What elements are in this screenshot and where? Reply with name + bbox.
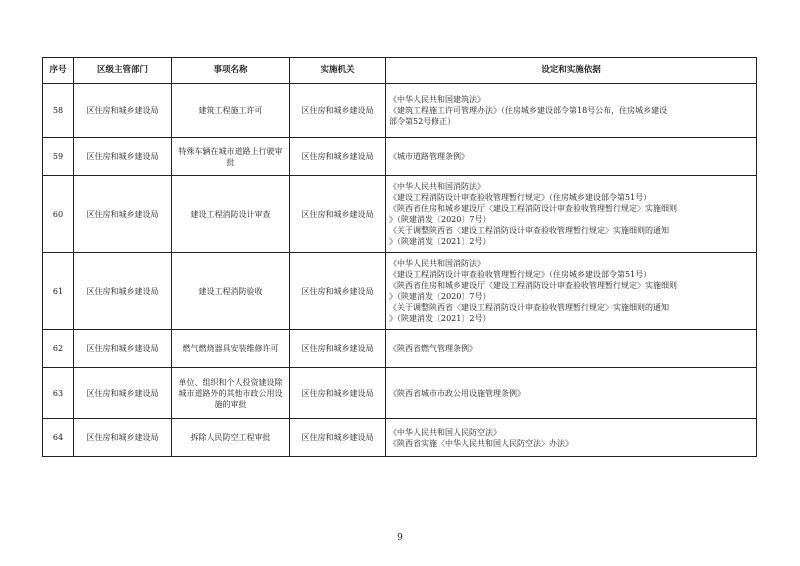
table-row <box>43 176 757 253</box>
row-department: 区住房和城乡建设局 <box>74 368 172 419</box>
row-department: 区住房和城乡建设局 <box>74 176 172 253</box>
table-body <box>43 84 757 457</box>
legal-basis-line: 《陕西省燃气管理条例》 <box>389 344 477 353</box>
row-item-name: 特殊车辆在城市道路上行驶审批 <box>172 138 290 176</box>
row-serial-number: 62 <box>43 330 74 368</box>
row-serial-number: 61 <box>43 253 74 330</box>
legal-basis-line: 《中华人民共和国消防法》 <box>389 182 485 191</box>
table-row <box>43 253 757 330</box>
row-implementing-agency: 区住房和城乡建设局 <box>290 330 386 368</box>
table-row <box>43 368 757 419</box>
row-item-name: 单位、组织和个人投资建设除城市道路外的其他市政公用设施的审批 <box>172 368 290 419</box>
row-serial-number: 58 <box>43 84 74 138</box>
legal-basis-line: 《陕西省住房和城乡建设厅〈建设工程消防设计审查验收管理暂行规定〉实施细则 <box>389 281 677 290</box>
legal-basis-line: 》（陕建消发〔2021〕2号） <box>389 237 491 246</box>
legal-basis-line: 《城市道路管理条例》 <box>389 152 469 161</box>
row-serial-number: 63 <box>43 368 74 419</box>
legal-basis-line: 》（陕建消发〔2020〕7号） <box>389 215 491 224</box>
header-implementing-agency: 实施机关 <box>290 58 386 84</box>
legal-basis-line: 《陕西省城市市政公用设施管理条例》 <box>389 388 525 398</box>
legal-basis-line: 《关于调整陕西省〈建设工程消防设计审查验收管理暂行规定〉实施细则的通知 <box>389 303 669 312</box>
row-implementing-agency: 区住房和城乡建设局 <box>290 138 386 176</box>
legal-basis-line: 《陕西省实施〈中华人民共和国人民防空法〉办法》 <box>389 438 573 448</box>
row-legal-basis <box>386 419 757 457</box>
header-department: 区级主管部门 <box>74 58 172 84</box>
legal-basis-line: 部令第52号修正） <box>389 117 456 126</box>
legal-basis-line: 》（陕建消发〔2021〕2号） <box>389 314 491 323</box>
row-item-name: 拆除人民防空工程审批 <box>172 419 290 457</box>
legal-basis-line: 《建设工程消防设计审查验收管理暂行规定》（住房城乡建设部令第51号） <box>389 270 652 279</box>
row-legal-basis <box>386 84 757 138</box>
page-number: 9 <box>397 533 403 543</box>
table-row <box>43 84 757 138</box>
legal-basis-line: 《建设工程消防设计审查验收管理暂行规定》（住房城乡建设部令第51号） <box>389 193 652 202</box>
row-department: 区住房和城乡建设局 <box>74 419 172 457</box>
header-legal-basis: 设定和实施依据 <box>386 58 757 84</box>
table-row <box>43 138 757 176</box>
row-serial-number: 64 <box>43 419 74 457</box>
table-row <box>43 330 757 368</box>
row-legal-basis <box>386 368 757 419</box>
legal-basis-line: 《关于调整陕西省〈建设工程消防设计审查验收管理暂行规定〉实施细则的通知 <box>389 226 669 235</box>
row-department: 区住房和城乡建设局 <box>74 330 172 368</box>
table-row <box>43 419 757 457</box>
row-department: 区住房和城乡建设局 <box>74 253 172 330</box>
row-item-name: 建筑工程施工许可 <box>172 84 290 138</box>
table-header-row <box>43 58 757 84</box>
row-implementing-agency: 区住房和城乡建设局 <box>290 368 386 419</box>
legal-basis-line: 《陕西省住房和城乡建设厅〈建设工程消防设计审查验收管理暂行规定〉实施细则 <box>389 204 677 213</box>
legal-basis-line: 》（陕建消发〔2020〕7号） <box>389 292 491 301</box>
row-serial-number: 59 <box>43 138 74 176</box>
row-legal-basis <box>386 253 757 330</box>
row-item-name: 建设工程消防验收 <box>172 253 290 330</box>
legal-basis-line: 《中华人民共和国消防法》 <box>389 259 485 268</box>
row-implementing-agency: 区住房和城乡建设局 <box>290 419 386 457</box>
row-serial-number: 60 <box>43 176 74 253</box>
legal-basis-line: 《建筑工程施工许可管理办法》（住房城乡建设部令第18号公布，住房城乡建设 <box>389 106 668 115</box>
row-implementing-agency: 区住房和城乡建设局 <box>290 84 386 138</box>
legal-basis-line: 《中华人民共和国建筑法》 <box>389 95 485 104</box>
administrative-items-table <box>42 57 757 457</box>
row-department: 区住房和城乡建设局 <box>74 84 172 138</box>
row-department: 区住房和城乡建设局 <box>74 138 172 176</box>
header-serial-number: 序号 <box>43 58 74 84</box>
row-legal-basis <box>386 176 757 253</box>
row-item-name: 燃气燃烧器具安装维修许可 <box>172 330 290 368</box>
legal-basis-line: 《中华人民共和国人民防空法》 <box>389 427 501 437</box>
row-legal-basis <box>386 138 757 176</box>
header-item-name: 事项名称 <box>172 58 290 84</box>
row-implementing-agency: 区住房和城乡建设局 <box>290 253 386 330</box>
row-item-name: 建设工程消防设计审查 <box>172 176 290 253</box>
row-legal-basis <box>386 330 757 368</box>
row-implementing-agency: 区住房和城乡建设局 <box>290 176 386 253</box>
